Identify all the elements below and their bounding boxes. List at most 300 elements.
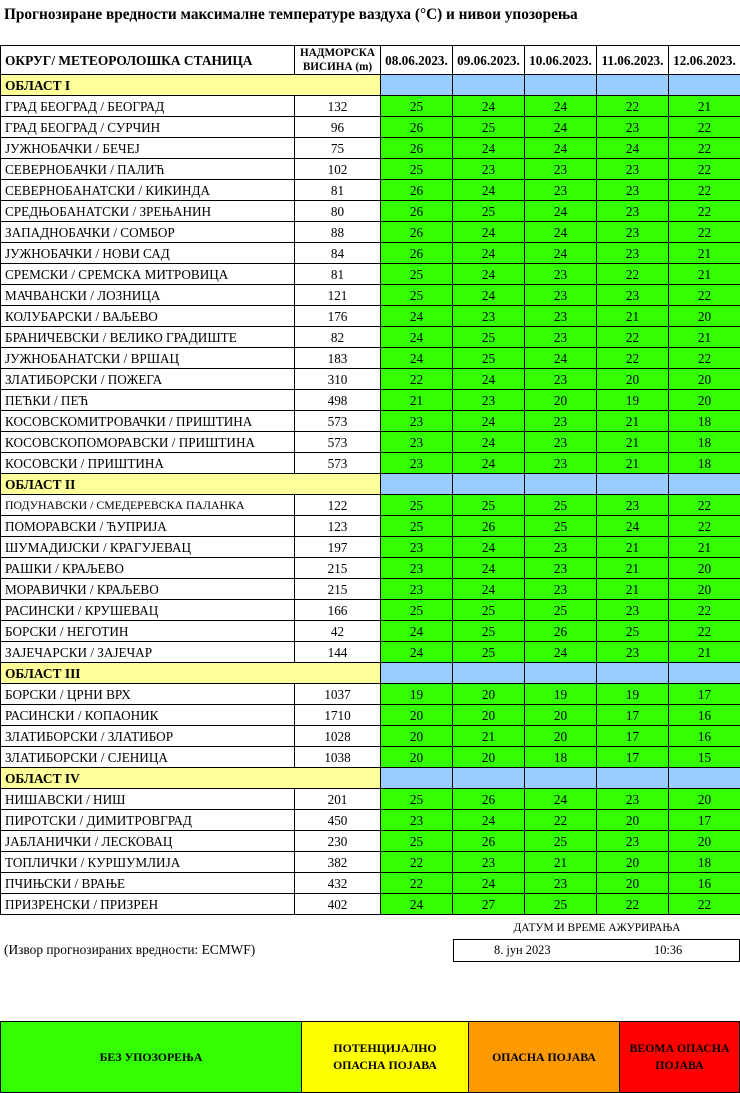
temperature-cell: 23 bbox=[453, 852, 525, 873]
update-time: 10:36 bbox=[654, 943, 683, 957]
region-fill-cell bbox=[525, 663, 597, 684]
table-row bbox=[1, 327, 740, 348]
station-altitude: 1037 bbox=[295, 684, 381, 705]
temperature-cell: 21 bbox=[669, 264, 740, 285]
station-altitude: 197 bbox=[295, 537, 381, 558]
station-name: ЗАПАДНОБАЧКИ / СОМБОР bbox=[1, 222, 295, 243]
temperature-cell: 23 bbox=[453, 390, 525, 411]
table-row bbox=[1, 201, 740, 222]
temperature-cell: 20 bbox=[597, 873, 669, 894]
region-row bbox=[1, 768, 740, 789]
temperature-cell: 23 bbox=[525, 411, 597, 432]
temperature-cell: 20 bbox=[669, 558, 740, 579]
table-row bbox=[1, 495, 740, 516]
region-row bbox=[1, 474, 740, 495]
temperature-cell: 23 bbox=[597, 159, 669, 180]
station-altitude: 573 bbox=[295, 411, 381, 432]
table-row bbox=[1, 138, 740, 159]
table-row bbox=[1, 600, 740, 621]
temperature-cell: 23 bbox=[525, 327, 597, 348]
temperature-cell: 24 bbox=[453, 411, 525, 432]
temperature-cell: 25 bbox=[381, 495, 453, 516]
station-altitude: 310 bbox=[295, 369, 381, 390]
temperature-cell: 25 bbox=[525, 894, 597, 915]
source-note: (Извор прогнозираних вредности: ECMWF) bbox=[4, 942, 256, 957]
temperature-cell: 22 bbox=[597, 894, 669, 915]
temperature-cell: 23 bbox=[597, 222, 669, 243]
region-fill-cell bbox=[525, 768, 597, 789]
temperature-cell: 23 bbox=[525, 159, 597, 180]
temperature-cell: 23 bbox=[381, 579, 453, 600]
legend-no-warning: БЕЗ УПОЗОРЕЊА bbox=[1, 1022, 302, 1093]
temperature-cell: 22 bbox=[669, 180, 740, 201]
station-altitude: 166 bbox=[295, 600, 381, 621]
station-name: БРАНИЧЕВСКИ / ВЕЛИКО ГРАДИШТЕ bbox=[1, 327, 295, 348]
temperature-cell: 25 bbox=[381, 516, 453, 537]
temperature-cell: 24 bbox=[525, 201, 597, 222]
temperature-cell: 22 bbox=[669, 117, 740, 138]
temperature-cell: 26 bbox=[453, 831, 525, 852]
station-name: РАШКИ / КРАЉЕВО bbox=[1, 558, 295, 579]
temperature-cell: 23 bbox=[525, 558, 597, 579]
table-row bbox=[1, 516, 740, 537]
temperature-cell: 24 bbox=[525, 138, 597, 159]
temperature-cell: 22 bbox=[669, 495, 740, 516]
date-column-header: 08.06.2023. bbox=[381, 46, 453, 75]
station-name: ТОПЛИЧКИ / КУРШУМЛИЈА bbox=[1, 852, 295, 873]
temperature-cell: 25 bbox=[453, 642, 525, 663]
temperature-cell: 23 bbox=[381, 810, 453, 831]
temperature-cell: 23 bbox=[597, 285, 669, 306]
temperature-cell: 24 bbox=[453, 432, 525, 453]
station-name: ЗАЈЕЧАРСКИ / ЗАЈЕЧАР bbox=[1, 642, 295, 663]
table-row bbox=[1, 159, 740, 180]
station-name: ЈУЖНОБАЧКИ / БЕЧЕЈ bbox=[1, 138, 295, 159]
temperature-cell: 19 bbox=[525, 684, 597, 705]
temperature-cell: 24 bbox=[525, 243, 597, 264]
temperature-cell: 19 bbox=[381, 684, 453, 705]
altitude-column-header: НАДМОРСКА ВИСИНА (m) bbox=[295, 46, 381, 75]
temperature-cell: 20 bbox=[669, 831, 740, 852]
temperature-cell: 24 bbox=[597, 516, 669, 537]
temperature-cell: 18 bbox=[669, 453, 740, 474]
temperature-cell: 18 bbox=[669, 411, 740, 432]
temperature-cell: 22 bbox=[597, 264, 669, 285]
table-row bbox=[1, 684, 740, 705]
station-name: ЈУЖНОБАНАТСКИ / ВРШАЦ bbox=[1, 348, 295, 369]
region-label: ОБЛАСТ IV bbox=[1, 768, 381, 789]
temperature-cell: 23 bbox=[597, 180, 669, 201]
station-name: СЕВЕРНОБАНАТСКИ / КИКИНДА bbox=[1, 180, 295, 201]
legend-very-dangerous: ВЕОМА ОПАСНА ПОЈАВА bbox=[620, 1022, 740, 1093]
table-row bbox=[1, 558, 740, 579]
temperature-cell: 20 bbox=[381, 705, 453, 726]
region-fill-cell bbox=[381, 768, 453, 789]
temperature-cell: 20 bbox=[525, 705, 597, 726]
table-row bbox=[1, 789, 740, 810]
region-fill-cell bbox=[453, 75, 525, 96]
temperature-cell: 21 bbox=[597, 411, 669, 432]
station-altitude: 84 bbox=[295, 243, 381, 264]
temperature-cell: 25 bbox=[525, 516, 597, 537]
temperature-cell: 27 bbox=[453, 894, 525, 915]
region-row bbox=[1, 75, 740, 96]
temperature-cell: 24 bbox=[381, 306, 453, 327]
table-row bbox=[1, 264, 740, 285]
temperature-cell: 23 bbox=[597, 831, 669, 852]
temperature-cell: 22 bbox=[669, 621, 740, 642]
temperature-cell: 22 bbox=[669, 348, 740, 369]
station-name: КОСОВСКОМИТРОВАЧКИ / ПРИШТИНА bbox=[1, 411, 295, 432]
table-row bbox=[1, 831, 740, 852]
station-altitude: 573 bbox=[295, 453, 381, 474]
temperature-cell: 20 bbox=[453, 747, 525, 768]
temperature-cell: 24 bbox=[453, 453, 525, 474]
table-row bbox=[1, 285, 740, 306]
region-fill-cell bbox=[525, 474, 597, 495]
temperature-cell: 23 bbox=[525, 306, 597, 327]
station-name: ШУМАДИЈСКИ / КРАГУЈЕВАЦ bbox=[1, 537, 295, 558]
table-row bbox=[1, 579, 740, 600]
temperature-cell: 24 bbox=[453, 243, 525, 264]
temperature-cell: 20 bbox=[669, 306, 740, 327]
temperature-cell: 24 bbox=[381, 327, 453, 348]
region-label: ОБЛАСТ III bbox=[1, 663, 381, 684]
temperature-cell: 21 bbox=[597, 537, 669, 558]
temperature-cell: 21 bbox=[453, 726, 525, 747]
temperature-cell: 16 bbox=[669, 705, 740, 726]
station-name: ГРАД БЕОГРАД / БЕОГРАД bbox=[1, 96, 295, 117]
temperature-cell: 23 bbox=[597, 201, 669, 222]
temperature-cell: 23 bbox=[525, 579, 597, 600]
temperature-cell: 21 bbox=[597, 432, 669, 453]
temperature-cell: 23 bbox=[525, 264, 597, 285]
table-row bbox=[1, 432, 740, 453]
station-altitude: 122 bbox=[295, 495, 381, 516]
temperature-cell: 22 bbox=[669, 159, 740, 180]
station-altitude: 88 bbox=[295, 222, 381, 243]
temperature-cell: 17 bbox=[597, 747, 669, 768]
station-altitude: 96 bbox=[295, 117, 381, 138]
temperature-cell: 20 bbox=[669, 369, 740, 390]
temperature-cell: 26 bbox=[381, 222, 453, 243]
station-altitude: 132 bbox=[295, 96, 381, 117]
table-row bbox=[1, 726, 740, 747]
temperature-cell: 25 bbox=[381, 264, 453, 285]
table-row bbox=[1, 411, 740, 432]
temperature-cell: 21 bbox=[669, 537, 740, 558]
date-column-header: 12.06.2023. bbox=[669, 46, 740, 75]
table-row bbox=[1, 642, 740, 663]
station-altitude: 102 bbox=[295, 159, 381, 180]
temperature-cell: 26 bbox=[525, 621, 597, 642]
temperature-cell: 23 bbox=[597, 600, 669, 621]
temperature-cell: 25 bbox=[381, 285, 453, 306]
station-altitude: 402 bbox=[295, 894, 381, 915]
temperature-cell: 23 bbox=[525, 873, 597, 894]
temperature-cell: 24 bbox=[453, 222, 525, 243]
station-name: ЗЛАТИБОРСКИ / СЈЕНИЦА bbox=[1, 747, 295, 768]
region-fill-cell bbox=[381, 474, 453, 495]
temperature-cell: 25 bbox=[381, 159, 453, 180]
station-altitude: 432 bbox=[295, 873, 381, 894]
table-row bbox=[1, 894, 740, 915]
region-fill-cell bbox=[597, 75, 669, 96]
temperature-cell: 20 bbox=[381, 747, 453, 768]
temperature-cell: 24 bbox=[453, 558, 525, 579]
temperature-cell: 25 bbox=[525, 600, 597, 621]
temperature-cell: 20 bbox=[453, 705, 525, 726]
temperature-cell: 21 bbox=[525, 852, 597, 873]
temperature-cell: 21 bbox=[669, 327, 740, 348]
temperature-cell: 24 bbox=[597, 138, 669, 159]
station-name: КОЛУБАРСКИ / ВАЉЕВО bbox=[1, 306, 295, 327]
station-name: ПОМОРАВСКИ / ЋУПРИЈА bbox=[1, 516, 295, 537]
temperature-cell: 22 bbox=[669, 894, 740, 915]
station-altitude: 498 bbox=[295, 390, 381, 411]
temperature-cell: 25 bbox=[453, 117, 525, 138]
region-fill-cell bbox=[453, 663, 525, 684]
temperature-cell: 24 bbox=[381, 621, 453, 642]
station-altitude: 121 bbox=[295, 285, 381, 306]
temperature-cell: 17 bbox=[669, 810, 740, 831]
station-altitude: 81 bbox=[295, 264, 381, 285]
temperature-cell: 25 bbox=[453, 327, 525, 348]
station-name: ЗЛАТИБОРСКИ / ЗЛАТИБОР bbox=[1, 726, 295, 747]
header-row bbox=[1, 46, 740, 75]
temperature-cell: 24 bbox=[381, 894, 453, 915]
temperature-cell: 22 bbox=[669, 285, 740, 306]
temperature-cell: 22 bbox=[381, 852, 453, 873]
temperature-cell: 21 bbox=[669, 243, 740, 264]
station-name: БОРСКИ / НЕГОТИН bbox=[1, 621, 295, 642]
temperature-cell: 24 bbox=[453, 537, 525, 558]
table-row bbox=[1, 390, 740, 411]
temperature-cell: 25 bbox=[381, 831, 453, 852]
region-fill-cell bbox=[597, 663, 669, 684]
table-row bbox=[1, 243, 740, 264]
date-column-header: 09.06.2023. bbox=[453, 46, 525, 75]
temperature-cell: 16 bbox=[669, 873, 740, 894]
station-name: ГРАД БЕОГРАД / СУРЧИН bbox=[1, 117, 295, 138]
temperature-cell: 23 bbox=[381, 558, 453, 579]
temperature-cell: 24 bbox=[453, 873, 525, 894]
temperature-cell: 26 bbox=[453, 789, 525, 810]
temperature-cell: 24 bbox=[525, 222, 597, 243]
temperature-cell: 24 bbox=[453, 138, 525, 159]
temperature-cell: 24 bbox=[525, 96, 597, 117]
table-row bbox=[1, 747, 740, 768]
temperature-cell: 23 bbox=[525, 432, 597, 453]
temperature-cell: 23 bbox=[453, 159, 525, 180]
temperature-cell: 24 bbox=[453, 285, 525, 306]
temperature-cell: 26 bbox=[453, 516, 525, 537]
temperature-cell: 21 bbox=[597, 453, 669, 474]
temperature-cell: 17 bbox=[597, 726, 669, 747]
region-fill-cell bbox=[669, 768, 740, 789]
region-fill-cell bbox=[669, 75, 740, 96]
temperature-cell: 21 bbox=[381, 390, 453, 411]
temperature-cell: 24 bbox=[525, 789, 597, 810]
temperature-cell: 21 bbox=[597, 579, 669, 600]
station-name: ПИРОТСКИ / ДИМИТРОВГРАД bbox=[1, 810, 295, 831]
page-title: Прогнозиране вредности максималне температуре ваздуха (°C) и нивои упозорења bbox=[4, 6, 578, 23]
temperature-cell: 23 bbox=[381, 411, 453, 432]
temperature-cell: 26 bbox=[381, 117, 453, 138]
region-label: ОБЛАСТ I bbox=[1, 75, 381, 96]
station-name: ЈАБЛАНИЧКИ / ЛЕСКОВАЦ bbox=[1, 831, 295, 852]
region-fill-cell bbox=[453, 768, 525, 789]
temperature-cell: 20 bbox=[669, 789, 740, 810]
temperature-cell: 25 bbox=[381, 600, 453, 621]
station-altitude: 573 bbox=[295, 432, 381, 453]
station-altitude: 176 bbox=[295, 306, 381, 327]
station-name: БОРСКИ / ЦРНИ ВРХ bbox=[1, 684, 295, 705]
station-name: РАСИНСКИ / КРУШЕВАЦ bbox=[1, 600, 295, 621]
temperature-cell: 20 bbox=[597, 369, 669, 390]
station-name: КОСОВСКОПОМОРАВСКИ / ПРИШТИНА bbox=[1, 432, 295, 453]
temperature-cell: 24 bbox=[453, 264, 525, 285]
temperature-cell: 19 bbox=[597, 684, 669, 705]
forecast-table-body bbox=[1, 75, 740, 915]
legend-dangerous: ОПАСНА ПОЈАВА bbox=[469, 1022, 620, 1093]
station-name: НИШАВСКИ / НИШ bbox=[1, 789, 295, 810]
station-altitude: 1710 bbox=[295, 705, 381, 726]
temperature-cell: 25 bbox=[525, 831, 597, 852]
temperature-cell: 25 bbox=[453, 621, 525, 642]
temperature-cell: 23 bbox=[525, 453, 597, 474]
temperature-cell: 17 bbox=[669, 684, 740, 705]
station-altitude: 75 bbox=[295, 138, 381, 159]
update-label: ДАТУМ И ВРЕМЕ АЖУРИРАЊА bbox=[513, 922, 681, 934]
station-altitude: 1038 bbox=[295, 747, 381, 768]
temperature-cell: 20 bbox=[453, 684, 525, 705]
station-altitude: 81 bbox=[295, 180, 381, 201]
legend-potentially-dangerous: ПОТЕНЦИЈАЛНО ОПАСНА ПОЈАВА bbox=[302, 1022, 469, 1093]
temperature-cell: 18 bbox=[525, 747, 597, 768]
temperature-cell: 23 bbox=[597, 642, 669, 663]
table-row bbox=[1, 537, 740, 558]
station-name: ПРИЗРЕНСКИ / ПРИЗРЕН bbox=[1, 894, 295, 915]
date-column-header: 11.06.2023. bbox=[597, 46, 669, 75]
region-fill-cell bbox=[381, 75, 453, 96]
temperature-cell: 23 bbox=[381, 432, 453, 453]
station-name: ЈУЖНОБАЧКИ / НОВИ САД bbox=[1, 243, 295, 264]
station-altitude: 144 bbox=[295, 642, 381, 663]
region-fill-cell bbox=[525, 75, 597, 96]
warning-legend bbox=[0, 1021, 740, 1093]
temperature-cell: 24 bbox=[453, 96, 525, 117]
temperature-cell: 22 bbox=[381, 873, 453, 894]
temperature-cell: 25 bbox=[453, 600, 525, 621]
table-row bbox=[1, 117, 740, 138]
table-row bbox=[1, 96, 740, 117]
temperature-cell: 16 bbox=[669, 726, 740, 747]
station-name: ПЧИЊСКИ / ВРАЊЕ bbox=[1, 873, 295, 894]
temperature-cell: 23 bbox=[525, 285, 597, 306]
table-row bbox=[1, 348, 740, 369]
temperature-cell: 20 bbox=[669, 579, 740, 600]
temperature-cell: 23 bbox=[597, 243, 669, 264]
temperature-cell: 22 bbox=[525, 810, 597, 831]
station-altitude: 201 bbox=[295, 789, 381, 810]
temperature-cell: 23 bbox=[597, 117, 669, 138]
temperature-cell: 20 bbox=[597, 810, 669, 831]
temperature-cell: 22 bbox=[597, 348, 669, 369]
table-row bbox=[1, 873, 740, 894]
station-name: МОРАВИЧКИ / КРАЉЕВО bbox=[1, 579, 295, 600]
temperature-cell: 18 bbox=[669, 852, 740, 873]
station-altitude: 230 bbox=[295, 831, 381, 852]
temperature-cell: 22 bbox=[597, 96, 669, 117]
table-row bbox=[1, 705, 740, 726]
date-column-header: 10.06.2023. bbox=[525, 46, 597, 75]
station-altitude: 80 bbox=[295, 201, 381, 222]
station-column-header: ОКРУГ/ МЕТЕОРОЛОШКА СТАНИЦА bbox=[1, 46, 295, 75]
table-row bbox=[1, 369, 740, 390]
region-fill-cell bbox=[381, 663, 453, 684]
station-altitude: 450 bbox=[295, 810, 381, 831]
region-fill-cell bbox=[597, 768, 669, 789]
temperature-cell: 15 bbox=[669, 747, 740, 768]
temperature-cell: 24 bbox=[453, 579, 525, 600]
region-fill-cell bbox=[669, 474, 740, 495]
temperature-cell: 23 bbox=[453, 306, 525, 327]
region-row bbox=[1, 663, 740, 684]
temperature-cell: 25 bbox=[525, 495, 597, 516]
station-name: СРЕМСКИ / СРЕМСКА МИТРОВИЦА bbox=[1, 264, 295, 285]
temperature-cell: 23 bbox=[597, 789, 669, 810]
station-name: ПОДУНАВСКИ / СМЕДЕРЕВСКА ПАЛАНКА bbox=[1, 495, 295, 516]
temperature-cell: 20 bbox=[381, 726, 453, 747]
update-date: 8. јун 2023 bbox=[494, 943, 551, 957]
temperature-cell: 17 bbox=[597, 705, 669, 726]
temperature-cell: 22 bbox=[597, 327, 669, 348]
temperature-cell: 24 bbox=[381, 642, 453, 663]
station-altitude: 183 bbox=[295, 348, 381, 369]
temperature-cell: 21 bbox=[669, 642, 740, 663]
station-name: СРЕДЊОБАНАТСКИ / ЗРЕЊАНИН bbox=[1, 201, 295, 222]
temperature-cell: 19 bbox=[597, 390, 669, 411]
temperature-cell: 23 bbox=[525, 537, 597, 558]
temperature-cell: 25 bbox=[453, 495, 525, 516]
station-altitude: 82 bbox=[295, 327, 381, 348]
update-box bbox=[453, 939, 740, 962]
temperature-cell: 24 bbox=[525, 117, 597, 138]
region-fill-cell bbox=[597, 474, 669, 495]
station-name: СЕВЕРНОБАЧКИ / ПАЛИЋ bbox=[1, 159, 295, 180]
temperature-cell: 21 bbox=[669, 96, 740, 117]
station-name: ЗЛАТИБОРСКИ / ПОЖЕГА bbox=[1, 369, 295, 390]
temperature-cell: 21 bbox=[597, 558, 669, 579]
region-fill-cell bbox=[453, 474, 525, 495]
temperature-cell: 22 bbox=[669, 222, 740, 243]
table-row bbox=[1, 810, 740, 831]
temperature-cell: 25 bbox=[597, 621, 669, 642]
station-altitude: 215 bbox=[295, 558, 381, 579]
station-name: РАСИНСКИ / КОПАОНИК bbox=[1, 705, 295, 726]
station-name: КОСОВСКИ / ПРИШТИНА bbox=[1, 453, 295, 474]
station-name: ПЕЋКИ / ПЕЋ bbox=[1, 390, 295, 411]
region-label: ОБЛАСТ II bbox=[1, 474, 381, 495]
forecast-table bbox=[0, 45, 740, 915]
station-altitude: 1028 bbox=[295, 726, 381, 747]
table-row bbox=[1, 222, 740, 243]
temperature-cell: 22 bbox=[669, 516, 740, 537]
temperature-cell: 22 bbox=[381, 369, 453, 390]
temperature-cell: 23 bbox=[381, 453, 453, 474]
temperature-cell: 22 bbox=[669, 201, 740, 222]
